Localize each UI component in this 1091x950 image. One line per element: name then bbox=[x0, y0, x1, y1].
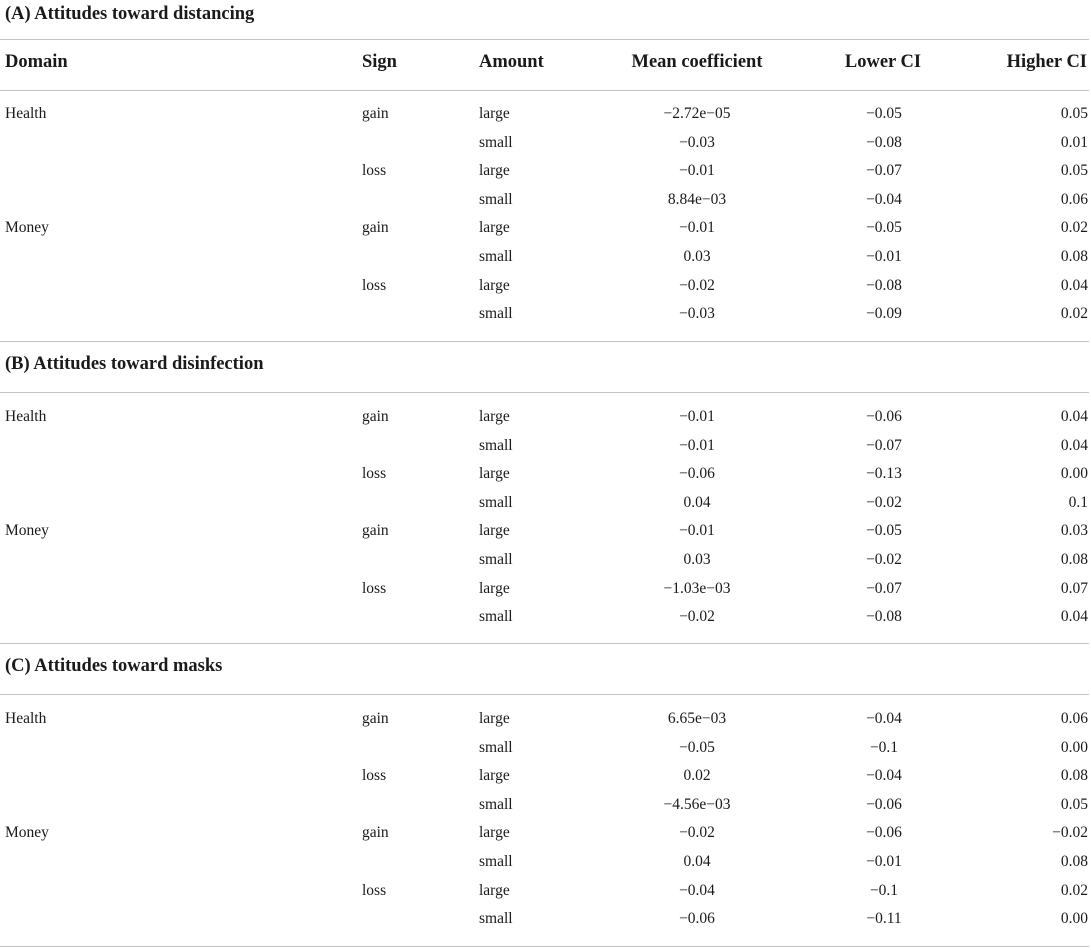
table-row bbox=[0, 214, 1089, 242]
row-higher-ci: 0.02 bbox=[1060, 881, 1088, 899]
divider bbox=[0, 39, 1089, 40]
row-mean-coefficient: 8.84e−03 bbox=[667, 190, 727, 208]
row-mean-coefficient: −2.72e−05 bbox=[663, 105, 731, 122]
row-mean-coefficient: 0.04 bbox=[683, 853, 711, 870]
row-higher-ci: 0.04 bbox=[1060, 436, 1088, 454]
row-sign: loss bbox=[362, 579, 387, 597]
row-mean-coefficient: −0.02 bbox=[679, 608, 715, 626]
row-sign: gain bbox=[362, 105, 389, 122]
row-domain: Money bbox=[5, 522, 49, 540]
table-row bbox=[0, 791, 1089, 819]
row-mean-coefficient: 6.65e−03 bbox=[667, 710, 727, 727]
row-amount: large bbox=[479, 824, 510, 842]
table-row bbox=[0, 575, 1089, 603]
row-lower-ci: −0.1 bbox=[869, 738, 899, 756]
row-higher-ci: 0.08 bbox=[1060, 853, 1088, 870]
row-amount: large bbox=[479, 408, 510, 425]
row-higher-ci: 0.02 bbox=[1060, 219, 1088, 237]
table-row bbox=[0, 819, 1089, 847]
table-row bbox=[0, 186, 1089, 214]
row-lower-ci: −0.08 bbox=[866, 608, 902, 626]
header-mean-coefficient: Mean coefficient bbox=[631, 52, 763, 72]
row-amount: large bbox=[479, 881, 510, 899]
row-amount: large bbox=[479, 105, 510, 122]
row-lower-ci: −0.07 bbox=[866, 579, 902, 597]
row-higher-ci: 0.00 bbox=[1060, 738, 1088, 756]
row-higher-ci: 0.04 bbox=[1060, 408, 1088, 425]
row-amount: large bbox=[479, 767, 510, 785]
row-mean-coefficient: −4.56e−03 bbox=[663, 795, 731, 813]
row-mean-coefficient: −0.01 bbox=[679, 408, 715, 425]
row-domain: Health bbox=[5, 710, 47, 727]
row-mean-coefficient: −0.06 bbox=[679, 910, 715, 928]
header-domain: Domain bbox=[5, 52, 68, 72]
row-amount: small bbox=[479, 493, 513, 511]
row-amount: small bbox=[479, 608, 513, 626]
row-lower-ci: −0.13 bbox=[866, 465, 902, 483]
row-amount: small bbox=[479, 133, 513, 151]
table-row bbox=[0, 546, 1089, 574]
row-mean-coefficient: 0.03 bbox=[683, 248, 711, 265]
row-higher-ci: 0.02 bbox=[1060, 305, 1088, 323]
row-amount: small bbox=[479, 305, 513, 323]
row-higher-ci: 0.06 bbox=[1060, 710, 1088, 727]
section-title: (A) Attitudes toward distancing bbox=[5, 4, 255, 24]
table-row bbox=[0, 489, 1089, 517]
row-mean-coefficient: −0.03 bbox=[679, 305, 715, 323]
row-sign: loss bbox=[362, 881, 387, 899]
row-lower-ci: −0.09 bbox=[866, 305, 902, 323]
table-row bbox=[0, 129, 1089, 157]
row-lower-ci: −0.04 bbox=[866, 710, 902, 727]
row-mean-coefficient: −0.02 bbox=[679, 824, 715, 842]
row-amount: large bbox=[479, 522, 510, 540]
header-amount: Amount bbox=[479, 52, 544, 72]
table-row bbox=[0, 517, 1089, 545]
row-lower-ci: −0.06 bbox=[866, 408, 902, 425]
row-lower-ci: −0.02 bbox=[866, 551, 902, 568]
row-lower-ci: −0.07 bbox=[866, 162, 902, 180]
divider bbox=[0, 946, 1089, 947]
row-sign: gain bbox=[362, 522, 389, 540]
row-amount: large bbox=[479, 465, 510, 483]
row-higher-ci: 0.01 bbox=[1060, 133, 1088, 151]
row-higher-ci: 0.08 bbox=[1060, 248, 1088, 265]
row-higher-ci: 0.06 bbox=[1060, 190, 1088, 208]
row-domain: Money bbox=[5, 219, 49, 237]
row-sign: loss bbox=[362, 276, 387, 294]
table-row bbox=[0, 100, 1089, 128]
divider bbox=[0, 341, 1089, 342]
row-amount: small bbox=[479, 795, 513, 813]
row-mean-coefficient: 0.02 bbox=[683, 767, 711, 785]
table-row bbox=[0, 705, 1089, 733]
header-higher-ci: Higher CI bbox=[1006, 52, 1087, 72]
table-row bbox=[0, 603, 1089, 631]
row-higher-ci: 0.1 bbox=[1068, 493, 1088, 511]
row-higher-ci: 0.00 bbox=[1060, 910, 1088, 928]
row-sign: loss bbox=[362, 465, 387, 483]
row-mean-coefficient: −0.01 bbox=[679, 219, 715, 237]
table-row bbox=[0, 877, 1089, 905]
divider bbox=[0, 643, 1089, 644]
row-higher-ci: 0.05 bbox=[1060, 105, 1088, 122]
row-amount: small bbox=[479, 738, 513, 756]
row-lower-ci: −0.05 bbox=[866, 219, 902, 237]
row-mean-coefficient: −0.04 bbox=[679, 881, 715, 899]
row-mean-coefficient: −0.02 bbox=[679, 276, 715, 294]
row-amount: large bbox=[479, 162, 510, 180]
row-amount: small bbox=[479, 853, 513, 870]
table-row bbox=[0, 403, 1089, 431]
row-lower-ci: −0.06 bbox=[866, 795, 902, 813]
row-lower-ci: −0.08 bbox=[866, 276, 902, 294]
row-amount: small bbox=[479, 248, 513, 265]
row-mean-coefficient: −1.03e−03 bbox=[663, 579, 731, 597]
row-higher-ci: 0.07 bbox=[1060, 579, 1088, 597]
divider bbox=[0, 90, 1089, 91]
row-sign: loss bbox=[362, 162, 387, 180]
row-amount: large bbox=[479, 276, 510, 294]
table-row bbox=[0, 762, 1089, 790]
table-row bbox=[0, 848, 1089, 876]
row-sign: gain bbox=[362, 710, 389, 727]
row-higher-ci: 0.08 bbox=[1060, 767, 1088, 785]
row-domain: Health bbox=[5, 408, 47, 425]
row-lower-ci: −0.06 bbox=[866, 824, 902, 842]
row-lower-ci: −0.02 bbox=[866, 493, 902, 511]
table-row bbox=[0, 157, 1089, 185]
row-domain: Money bbox=[5, 824, 49, 842]
row-lower-ci: −0.04 bbox=[866, 190, 902, 208]
row-amount: small bbox=[479, 910, 513, 928]
table-row bbox=[0, 243, 1089, 271]
row-sign: gain bbox=[362, 219, 389, 237]
row-lower-ci: −0.05 bbox=[866, 105, 902, 122]
divider bbox=[0, 694, 1089, 695]
row-amount: large bbox=[479, 710, 510, 727]
row-mean-coefficient: 0.04 bbox=[683, 493, 711, 511]
table-row bbox=[0, 905, 1089, 933]
row-amount: small bbox=[479, 436, 513, 454]
row-amount: small bbox=[479, 190, 513, 208]
row-lower-ci: −0.01 bbox=[866, 248, 902, 265]
row-lower-ci: −0.11 bbox=[866, 910, 902, 928]
row-higher-ci: 0.04 bbox=[1060, 276, 1088, 294]
table-row bbox=[0, 734, 1089, 762]
row-higher-ci: 0.04 bbox=[1060, 608, 1088, 626]
table-row bbox=[0, 460, 1089, 488]
table-row bbox=[0, 300, 1089, 328]
table-row bbox=[0, 272, 1089, 300]
row-lower-ci: −0.1 bbox=[869, 881, 899, 899]
row-mean-coefficient: −0.01 bbox=[679, 522, 715, 540]
section-title: (C) Attitudes toward masks bbox=[5, 656, 223, 676]
row-higher-ci: 0.03 bbox=[1060, 522, 1088, 540]
divider bbox=[0, 392, 1089, 393]
row-higher-ci: 0.05 bbox=[1060, 162, 1088, 180]
row-lower-ci: −0.01 bbox=[866, 853, 902, 870]
row-lower-ci: −0.04 bbox=[866, 767, 902, 785]
table-header bbox=[0, 47, 1089, 77]
row-sign: loss bbox=[362, 767, 387, 785]
row-mean-coefficient: −0.01 bbox=[679, 436, 715, 454]
row-amount: large bbox=[479, 579, 510, 597]
row-lower-ci: −0.07 bbox=[866, 436, 902, 454]
row-higher-ci: 0.05 bbox=[1060, 795, 1088, 813]
row-amount: large bbox=[479, 219, 510, 237]
row-higher-ci: −0.02 bbox=[1052, 824, 1088, 842]
row-mean-coefficient: 0.03 bbox=[683, 551, 711, 568]
row-mean-coefficient: −0.05 bbox=[679, 738, 715, 756]
row-sign: gain bbox=[362, 408, 389, 425]
row-sign: gain bbox=[362, 824, 389, 842]
row-lower-ci: −0.08 bbox=[866, 133, 902, 151]
row-mean-coefficient: −0.06 bbox=[679, 465, 715, 483]
row-higher-ci: 0.08 bbox=[1060, 551, 1088, 568]
header-sign: Sign bbox=[362, 52, 397, 72]
row-higher-ci: 0.00 bbox=[1060, 465, 1088, 483]
row-amount: small bbox=[479, 551, 513, 568]
row-lower-ci: −0.05 bbox=[866, 522, 902, 540]
row-domain: Health bbox=[5, 105, 47, 122]
section-title: (B) Attitudes toward disinfection bbox=[5, 354, 264, 374]
table-row bbox=[0, 432, 1089, 460]
row-mean-coefficient: −0.03 bbox=[679, 133, 715, 151]
header-lower-ci: Lower CI bbox=[844, 52, 922, 72]
row-mean-coefficient: −0.01 bbox=[679, 162, 715, 180]
